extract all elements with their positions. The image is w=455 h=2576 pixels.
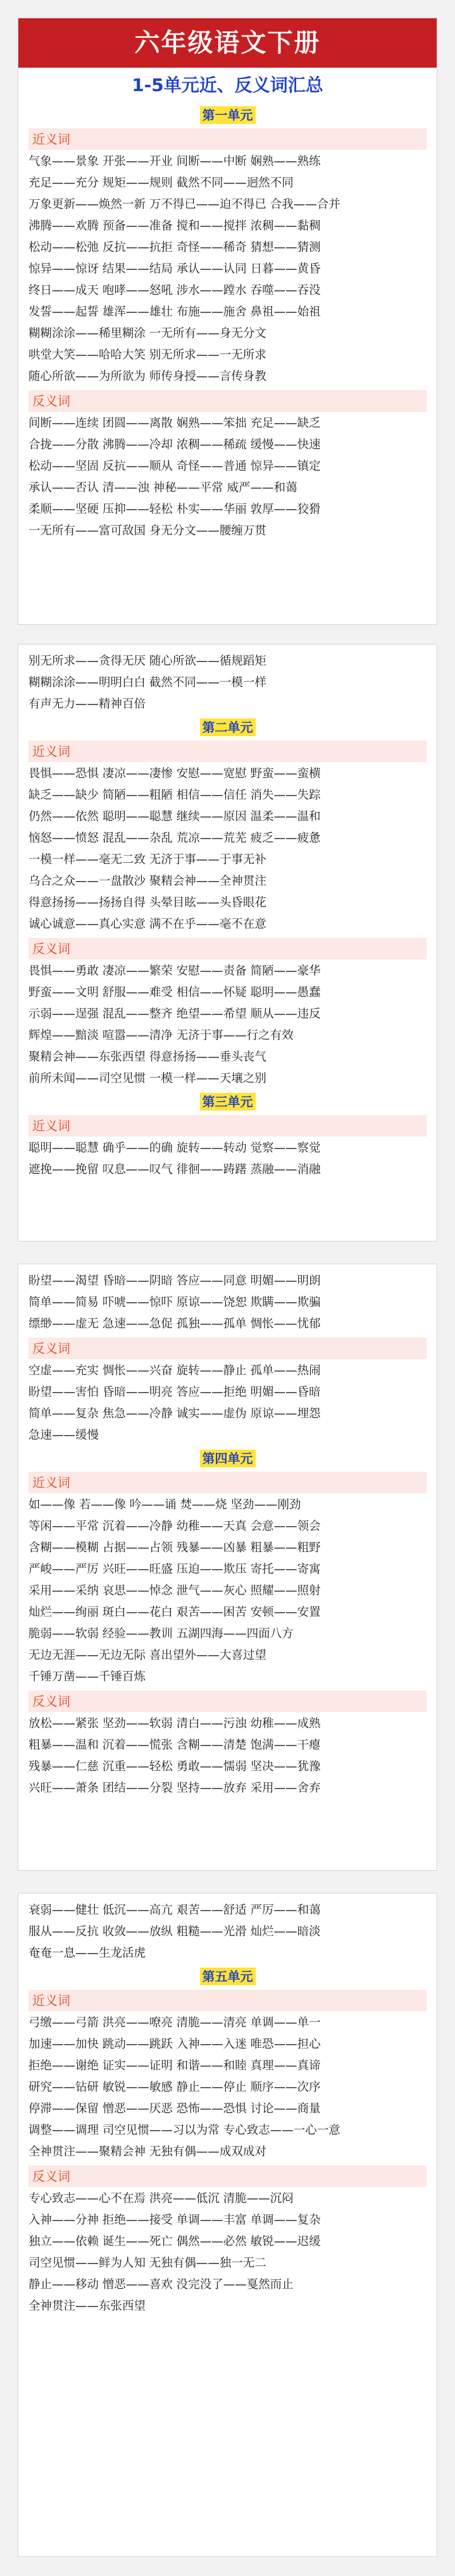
word-pair-row: 等闲——平常 沉着——冷静 幼稚——天真 会意——领会 xyxy=(28,1520,321,1533)
unit-heading xyxy=(28,1448,427,1469)
word-pair-row: 奄奄一息——生龙活虎 xyxy=(28,1947,146,1960)
page-card-3 xyxy=(18,1264,437,1871)
section-label: 近义词 xyxy=(28,1115,427,1137)
word-pair-row: 盼望——渴望 昏暗——阴暗 答应——同意 明媚——明朗 xyxy=(28,1274,321,1288)
word-pair-row: 脆弱——软弱 经验——教训 五湖四海——四面八方 xyxy=(28,1627,294,1641)
word-pair-row: 松动——坚固 反抗——顺从 奇怪——普通 惊异——镇定 xyxy=(28,460,321,473)
word-pair-row: 司空见惯——鲜为人知 无独有偶——独一无二 xyxy=(28,2257,266,2270)
word-pair-row: 拒绝——谢绝 证实——证明 和谐——和睦 真理——真谛 xyxy=(28,2059,321,2073)
word-pair-row: 千锤万凿——千锤百炼 xyxy=(28,1670,146,1684)
word-pair-row: 灿烂——绚丽 斑白——花白 艰苦——困苦 安顿——安置 xyxy=(28,1606,321,1619)
unit-heading-text: 第三单元 xyxy=(200,1093,256,1111)
word-pair-row: 兴旺——萧条 团结——分裂 坚持——放弃 采用——舍弃 xyxy=(28,1782,321,1795)
word-pair-row: 得意扬扬——扬扬自得 头晕目眩——头昏眼花 xyxy=(28,896,266,909)
unit-heading-text: 第四单元 xyxy=(200,1450,256,1467)
word-pair-row: 诚心诚意——真心实意 满不在乎——毫不在意 xyxy=(28,918,266,931)
word-pair-row: 弓缴——弓箭 洪亮——嘹亮 清脆——清亮 单调——单一 xyxy=(28,2016,321,2030)
word-pair-row: 遮挽——挽留 叹息——叹气 徘徊——踌躇 蒸融——消融 xyxy=(28,1163,321,1176)
word-pair-row: 间断——连续 团圆——离散 娴熟——笨拙 充足——缺乏 xyxy=(28,417,321,430)
word-pair-row: 示弱——逞强 混乱——整齐 绝望——希望 顺从——违反 xyxy=(28,1008,321,1021)
page-title: 六年级语文下册 xyxy=(18,18,437,68)
word-pair-row: 加速——加快 跳动——跳跃 入神——入迷 唯恐——担心 xyxy=(28,2038,321,2051)
page-content xyxy=(28,651,427,1181)
word-pair-row: 服从——反抗 收敛——放纵 粗糙——光滑 灿烂——暗淡 xyxy=(28,1925,321,1938)
word-pair-row: 哄堂大笑——哈哈大笑 别无所求——一无所求 xyxy=(28,348,266,362)
word-pair-row: 急速——缓慢 xyxy=(28,1429,99,1442)
page-card-2 xyxy=(18,644,437,1242)
word-pair-row: 全神贯注——聚精会神 无独有偶——成双成对 xyxy=(28,2145,266,2159)
word-pair-row: 恼怒——愤怒 混乱——杂乱 荒凉——荒芜 疲乏——疲惫 xyxy=(28,832,321,845)
page-content xyxy=(28,1271,427,1799)
word-pair-row: 发誓——起誓 雄浑——雄壮 布施——施舍 鼻祖——始祖 xyxy=(28,305,321,319)
word-pair-row: 衰弱——健壮 低沉——高亢 艰苦——舒适 严厉——和蔼 xyxy=(28,1904,321,1917)
page-content xyxy=(28,104,427,542)
word-pair-row: 盼望——害怕 昏暗——明亮 答应——拒绝 明媚——昏暗 xyxy=(28,1386,321,1399)
section-label: 反义词 xyxy=(28,390,427,412)
section-label: 近义词 xyxy=(28,128,427,150)
unit-heading xyxy=(28,1091,427,1112)
word-pair-row: 野蛮——文明 舒服——难受 相信——怀疑 聪明——愚蠢 xyxy=(28,986,321,999)
word-pair-row: 缺乏——缺少 简陋——粗陋 相信——信任 消失——失踪 xyxy=(28,789,321,802)
section-label: 近义词 xyxy=(28,1990,427,2011)
page-card-4 xyxy=(18,1893,437,2557)
word-pair-row: 柔顺——坚硬 压抑——轻松 朴实——华丽 敦厚——狡猾 xyxy=(28,503,321,516)
word-pair-row: 无边无涯——无边无际 喜出望外——大喜过望 xyxy=(28,1649,266,1662)
word-pair-row: 如——像 若——像 吟——诵 焚——烧 坚劲——刚劲 xyxy=(28,1498,301,1512)
unit-heading-text: 第一单元 xyxy=(200,106,256,124)
word-pair-row: 专心致志——心不在焉 洪亮——低沉 清脆——沉闷 xyxy=(28,2192,294,2205)
word-pair-row: 沸腾——欢腾 预备——准备 搅和——搅拌 浓稠——黏稠 xyxy=(28,219,321,233)
word-pair-row: 乌合之众——一盘散沙 聚精会神——全神贯注 xyxy=(28,875,266,888)
word-pair-row: 松动——松弛 反抗——抗拒 奇怪——稀奇 猜想——猜测 xyxy=(28,241,321,254)
word-pair-row: 入神——分神 拒绝——接受 单调——丰富 单调——复杂 xyxy=(28,2214,321,2227)
word-pair-row: 残暴——仁慈 沉重——轻松 勇敢——懦弱 坚决——犹豫 xyxy=(28,1760,321,1773)
word-pair-row: 糊糊涂涂——稀里糊涂 一无所有——身无分文 xyxy=(28,327,266,340)
word-pair-row: 充足——充分 规矩——规则 截然不同——迥然不同 xyxy=(28,176,294,190)
word-pair-row: 前所未闻——司空见惯 一模一样——天壤之别 xyxy=(28,1072,266,1085)
word-pair-row: 糊糊涂涂——明明白白 截然不同——一模一样 xyxy=(28,676,266,689)
section-label: 反义词 xyxy=(28,2166,427,2187)
section-label: 近义词 xyxy=(28,1472,427,1493)
unit-heading xyxy=(28,104,427,126)
word-pair-row: 承认——否认 清——浊 神秘——平常 威严——和蔼 xyxy=(28,481,297,495)
word-pair-row: 静止——移动 憎恶——喜欢 没完没了——戛然而止 xyxy=(28,2278,294,2291)
word-pair-row: 研究——钻研 敏锐——敏感 静止——停止 顺序——次序 xyxy=(28,2081,321,2094)
unit-heading-text: 第五单元 xyxy=(200,1968,256,1985)
page-subtitle: 1-5单元近、反义词汇总 xyxy=(132,75,323,96)
section-label: 反义词 xyxy=(28,1338,427,1359)
word-pair-row: 全神贯注——东张西望 xyxy=(28,2300,146,2313)
word-pair-row: 终日——成天 咆哮——怒吼 涉水——蹚水 吞噬——吞没 xyxy=(28,284,321,297)
word-pair-row: 随心所欲——为所欲为 师传身授——言传身教 xyxy=(28,370,266,383)
word-pair-row: 一模一样——毫无二致 无济于事——于事无补 xyxy=(28,853,266,866)
unit-heading-text: 第二单元 xyxy=(200,718,256,736)
word-pair-row: 空虚——充实 惆怅——兴奋 旋转——静止 孤单——热闹 xyxy=(28,1364,321,1377)
word-pair-row: 合拢——分散 沸腾——冷却 浓稠——稀疏 缓慢——快速 xyxy=(28,438,321,452)
unit-heading xyxy=(28,1966,427,1987)
word-pair-row: 惊异——惊讶 结果——结局 承认——认同 日暮——黄昏 xyxy=(28,262,321,276)
word-pair-row: 含糊——模糊 占据——占领 残暴——凶暴 粗暴——粗野 xyxy=(28,1541,321,1555)
word-pair-row: 辉煌——黯淡 喧嚣——清净 无济于事——行之有效 xyxy=(28,1029,294,1042)
word-pair-row: 仍然——依然 聪明——聪慧 继续——原因 温柔——温和 xyxy=(28,810,321,823)
word-pair-row: 一无所有——富可敌国 身无分文——腰缠万贯 xyxy=(28,524,266,538)
word-pair-row: 缥缈——虚无 急速——急促 孤独——孤单 惆怅——忧郁 xyxy=(28,1317,321,1331)
word-pair-row: 简单——复杂 焦急——冷静 诚实——虚伪 原谅——埋怨 xyxy=(28,1407,321,1420)
word-pair-row: 万象更新——焕然一新 万不得已——迫不得已 合我——合并 xyxy=(28,198,340,211)
word-pair-row: 调整——调理 司空见惯——习以为常 专心致志——一心一意 xyxy=(28,2124,340,2137)
word-pair-row: 粗暴——温和 沉着——慌张 含糊——清楚 饱满——干瘪 xyxy=(28,1739,321,1752)
section-label: 反义词 xyxy=(28,938,427,959)
word-pair-row: 停滞——保留 憎恶——厌恶 恐怖——恐惧 讨论——商量 xyxy=(28,2102,321,2116)
word-pair-row: 气象——景象 开张——开业 间断——中断 娴熟——熟练 xyxy=(28,155,321,168)
word-pair-row: 放松——紧张 坚劲——软弱 清白——污浊 幼稚——成熟 xyxy=(28,1717,321,1730)
word-pair-row: 简单——简易 吓唬——惊吓 原谅——饶恕 欺瞒——欺骗 xyxy=(28,1296,321,1309)
word-pair-row: 有声无力——精神百倍 xyxy=(28,698,146,711)
word-pair-row: 严峻——严厉 兴旺——旺盛 压迫——欺压 寄托——寄寓 xyxy=(28,1563,321,1576)
word-pair-row: 别无所求——贪得无厌 随心所欲——循规蹈矩 xyxy=(28,655,266,668)
page-content xyxy=(28,1900,427,2317)
unit-heading xyxy=(28,717,427,738)
page-card-1 xyxy=(18,18,437,625)
word-pair-row: 畏惧——恐惧 凄凉——凄惨 安慰——宽慰 野蛮——蛮横 xyxy=(28,767,321,780)
section-label: 反义词 xyxy=(28,1691,427,1712)
word-pair-row: 采用——采纳 哀思——悼念 泄气——灰心 照耀——照射 xyxy=(28,1584,321,1598)
section-label: 近义词 xyxy=(28,741,427,762)
word-pair-row: 畏惧——勇敢 凄凉——繁荣 安慰——责备 简陋——豪华 xyxy=(28,964,321,978)
word-pair-row: 聪明——聪慧 确乎——的确 旋转——转动 觉察——察觉 xyxy=(28,1142,321,1155)
word-pair-row: 独立——依赖 诞生——死亡 偶然——必然 敏锐——迟缓 xyxy=(28,2235,321,2248)
word-pair-row: 聚精会神——东张西望 得意扬扬——垂头丧气 xyxy=(28,1051,266,1064)
